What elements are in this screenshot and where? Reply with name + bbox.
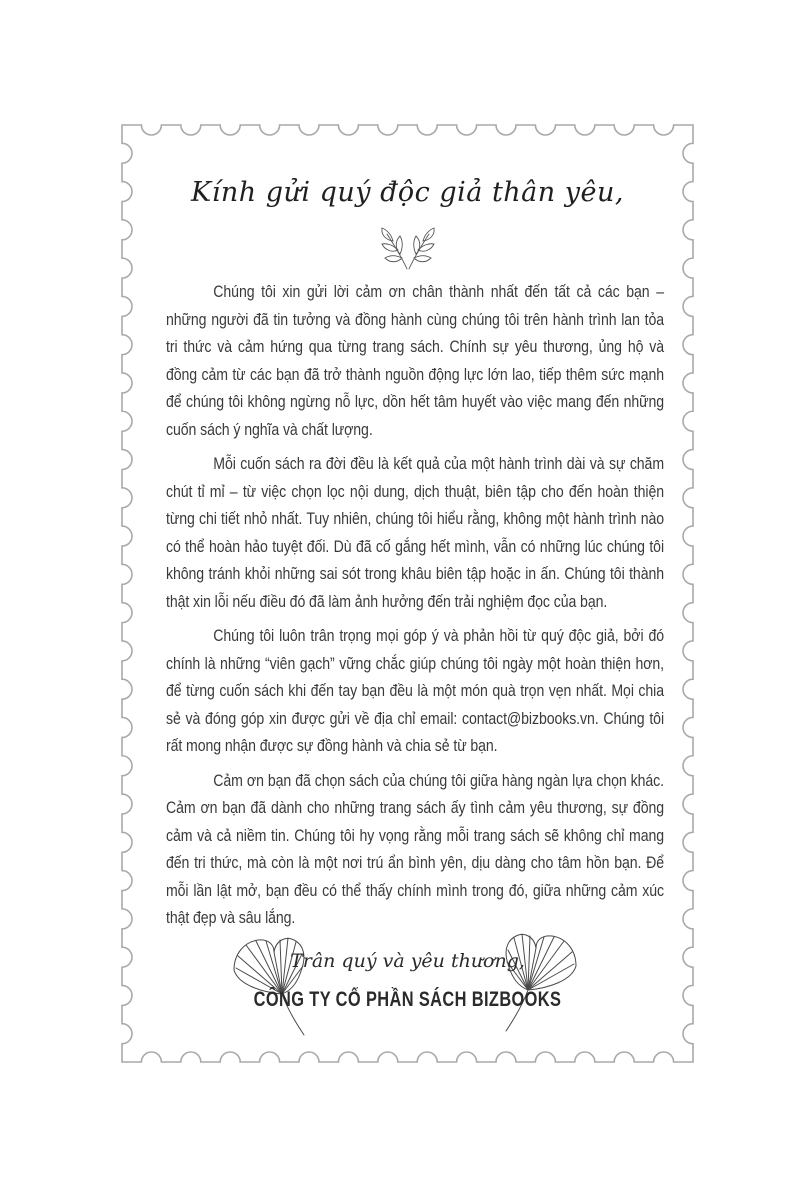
letter-paragraph-4: Cảm ơn bạn đã chọn sách của chúng tôi giữa hàng ngàn lựa chọn khác. Cảm ơn bạn đã dành cho những trang sách ấy tình cảm yêu thương, sự đồng cảm và cả niềm tin. Chúng tôi hy vọng rằng mỗi trang sách sẽ không chỉ mang đến tri thức, mà còn là một nơi trú ẩn bình yên, dịu dàng cho tâm hồn bạn. Để mỗi lần lật mở, bạn đều có thể thấy chính mình trong đó, giữa những cảm xúc thật đẹp và sâu lắng. (166, 770, 664, 927)
letter-body (166, 278, 664, 939)
crossed-leaves-icon (380, 227, 436, 273)
letter-paragraph-1: Chúng tôi xin gửi lời cảm ơn chân thành nhất đến tất cả các bạn – những người đã tin tưởng và đồng hành cùng chúng tôi trên hành trình lan tỏa tri thức và cảm hứng qua từng trang sách. Chính sự yêu thương, ủng hộ và đồng cảm từ các bạn đã trở thành nguồn động lực lớn lao, tiếp thêm sức mạnh để chúng tôi không ngừng nỗ lực, dồn hết tâm huyết vào việc mang đến những cuốn sách ý nghĩa và chất lượng. (166, 282, 664, 439)
letter-title: Kính gửi quý độc giả thân yêu, (191, 177, 624, 208)
ginkgo-leaf-right-icon (498, 928, 584, 1034)
company-name: CÔNG TY CỔ PHẦN SÁCH BIZBOOKS (253, 988, 562, 1011)
letter-paragraph-2: Mỗi cuốn sách ra đời đều là kết quả của một hành trình dài và sự chăm chút tỉ mỉ – từ việc chọn lọc nội dung, dịch thuật, biên tập cho đến hoàn thiện từng chi tiết nhỏ nhất. Tuy nhiên, chúng tôi hiểu rằng, không một hành trình nào có thể hoàn hảo tuyệt đối. Dù đã cố gắng hết mình, vẫn có những lúc chúng tôi không tránh khỏi những sai sót trong khâu biên tập hoặc in ấn. Chúng tôi thành thật xin lỗi nếu điều đó đã làm ảnh hưởng đến trải nghiệm đọc của bạn. (166, 454, 664, 611)
valediction: Trân quý và yêu thương, (290, 950, 525, 972)
letter-paragraph-3: Chúng tôi luôn trân trọng mọi góp ý và phản hồi từ quý độc giả, bởi đó chính là những “viên gạch” vững chắc giúp chúng tôi ngày một hoàn thiện hơn, để từng cuốn sách khi đến tay bạn đều là một món quà trọn vẹn nhất. Mọi chia sẻ và đóng góp xin được gửi về địa chỉ email: contact@bizbooks.vn. Chúng tôi rất mong nhận được sự đồng hành và chia sẻ từ bạn. (166, 626, 664, 755)
